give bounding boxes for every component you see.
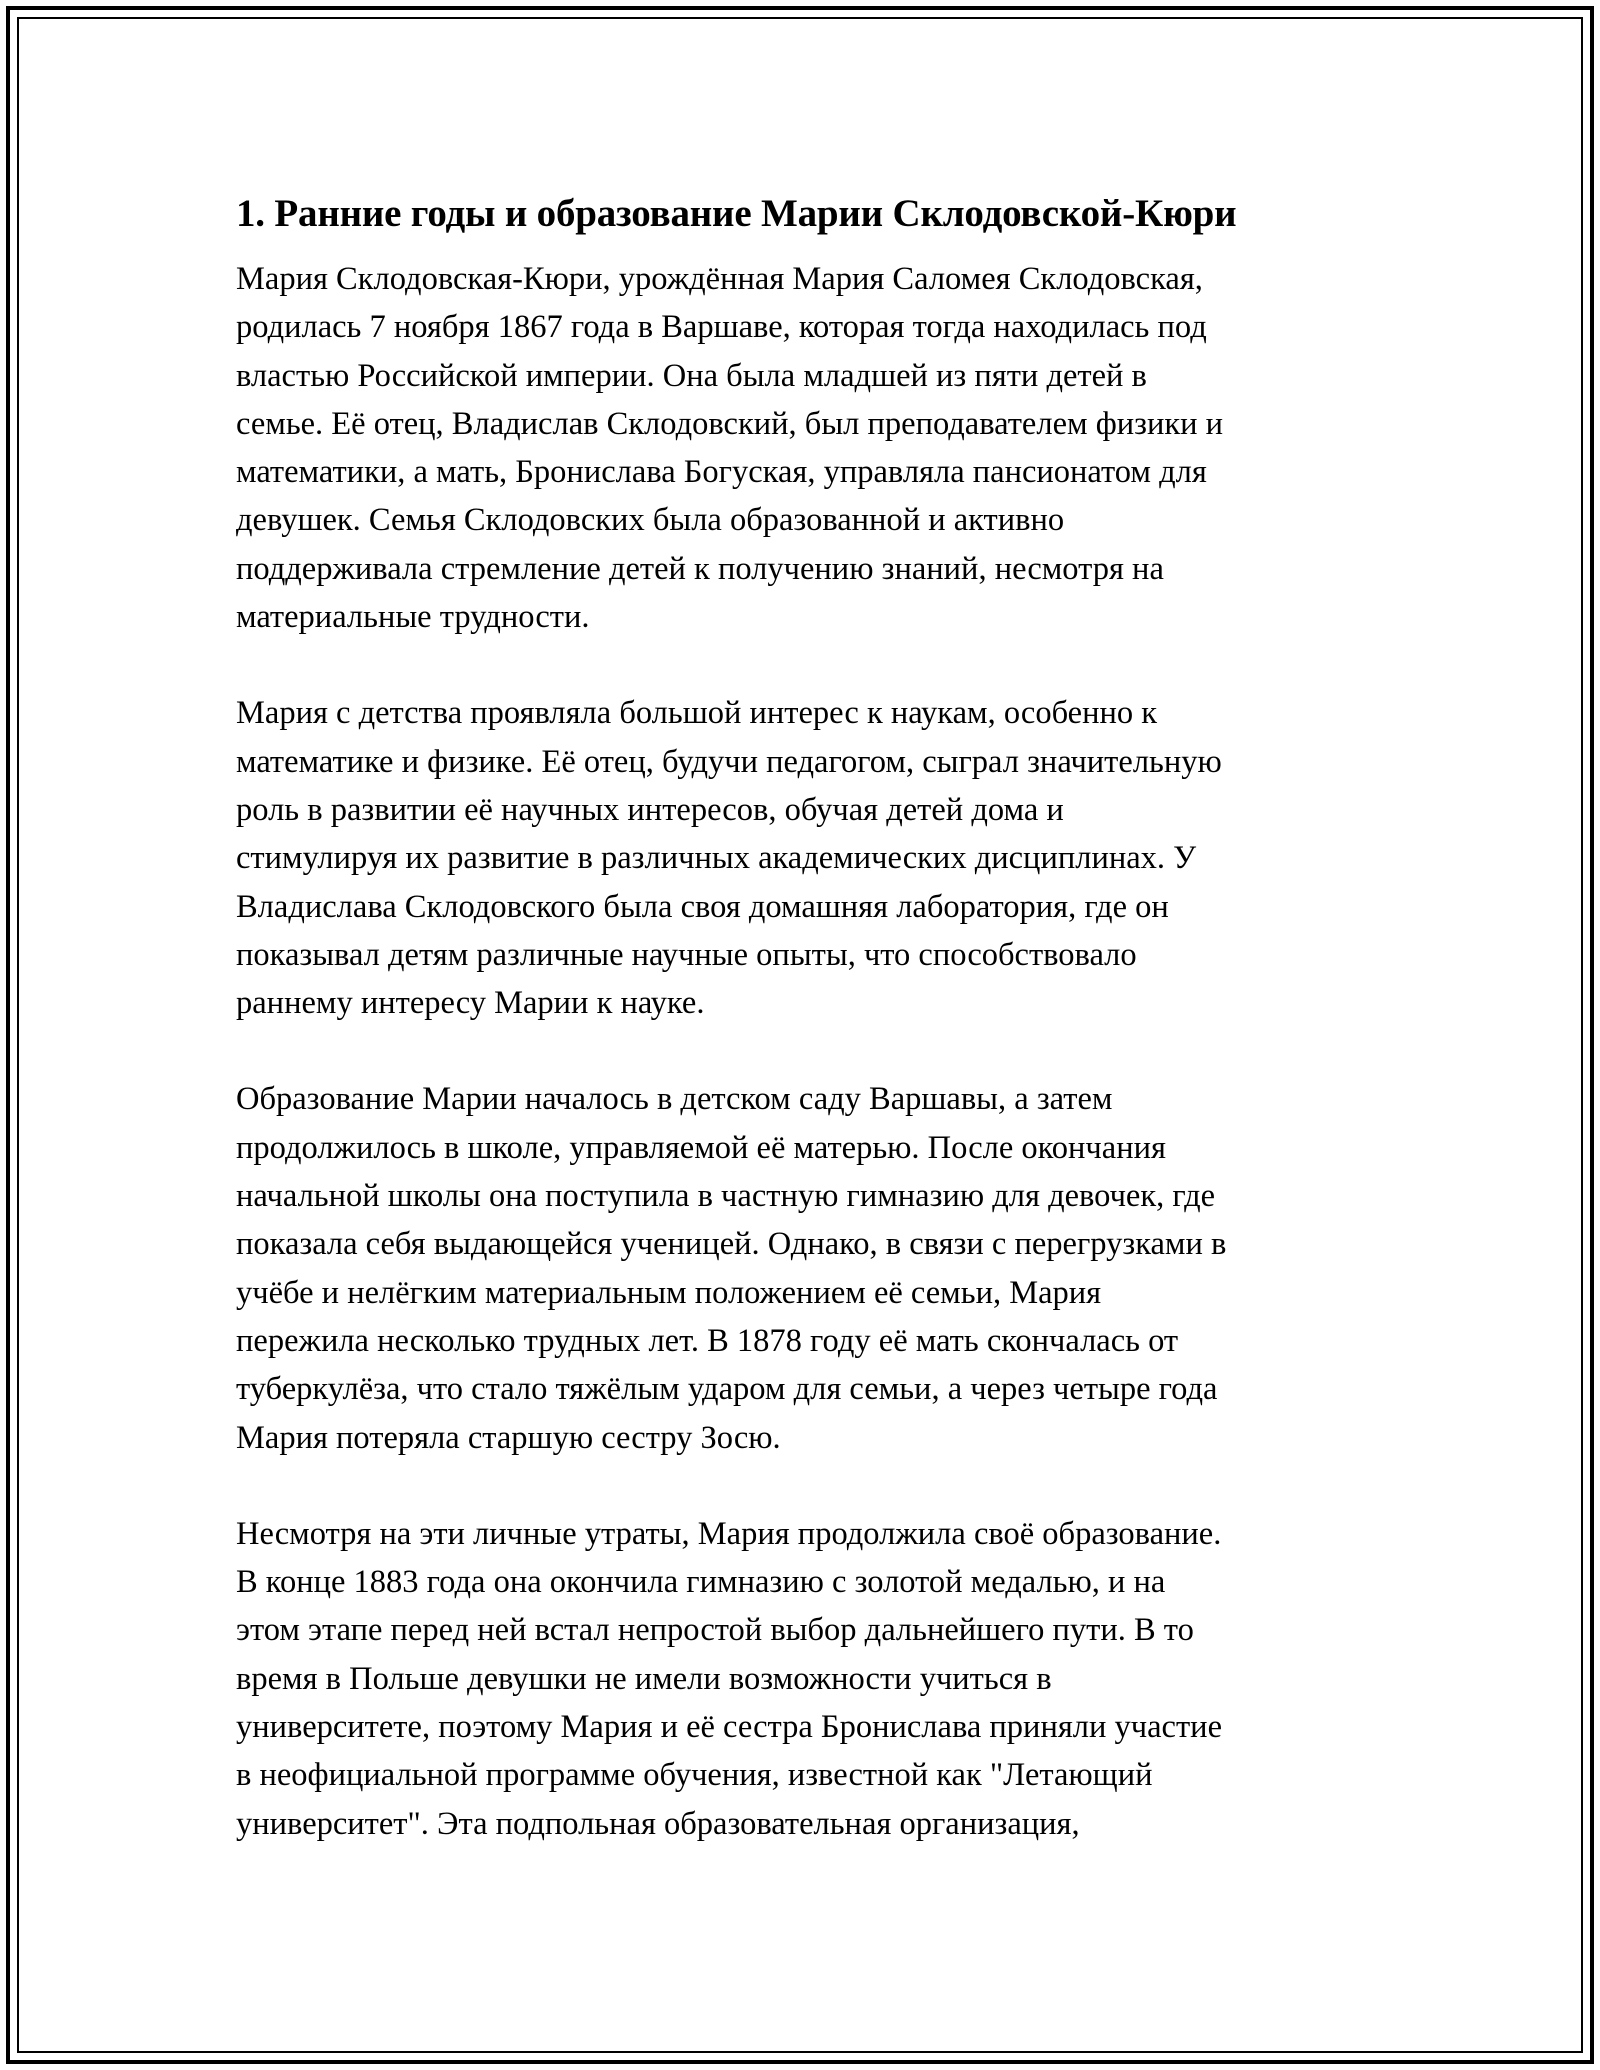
text-line: девушек. Семья Склодовских была образованной и активно xyxy=(236,502,1065,539)
text-line: математике и физике. Её отец, будучи педагогом, сыграл значительную xyxy=(236,743,1222,780)
text-line: семье. Её отец, Владислав Склодовский, был преподавателем физики и xyxy=(236,405,1224,442)
paragraph-2 xyxy=(236,689,1376,1027)
text-line: университет". Эта подпольная образовательная организация, xyxy=(236,1805,1080,1842)
section-title: 1. Ранние годы и образование Марии Склодовской-Кюри xyxy=(236,192,1237,235)
text-line: Мария с детства проявляла большой интерес к наукам, особенно к xyxy=(236,695,1158,732)
text-line: продолжилось в школе, управляемой её матерью. После окончания xyxy=(236,1129,1166,1166)
paragraph-1 xyxy=(236,255,1376,641)
text-line: туберкулёза, что стало тяжёлым ударом для семьи, а через четыре года xyxy=(236,1371,1218,1408)
paragraph-3 xyxy=(236,1075,1376,1461)
text-line: этом этапе перед ней встал непростой выбор дальнейшего пути. В то xyxy=(236,1612,1194,1649)
text-line: материальные трудности. xyxy=(236,599,590,636)
text-line: Образование Марии началось в детском саду Варшавы, а затем xyxy=(236,1081,1113,1118)
document-body xyxy=(236,255,1376,1848)
text-line: роль в развитии её научных интересов, обучая детей дома и xyxy=(236,791,1064,828)
text-line: Несмотря на эти личные утраты, Мария продолжила своё образование. xyxy=(236,1515,1222,1552)
text-line: родилась 7 ноября 1867 года в Варшаве, которая тогда находилась под xyxy=(236,309,1207,346)
text-line: начальной школы она поступила в частную гимназию для девочек, где xyxy=(236,1178,1216,1215)
text-line: пережила несколько трудных лет. В 1878 году её мать скончалась от xyxy=(236,1322,1179,1359)
text-line: стимулируя их развитие в различных академических дисциплинах. У xyxy=(236,840,1197,877)
text-line: властью Российской империи. Она была младшей из пяти детей в xyxy=(236,357,1147,394)
text-line: показывал детям различные научные опыты, что способствовало xyxy=(236,936,1137,973)
paragraph-4 xyxy=(236,1510,1376,1848)
text-line: раннему интересу Марии к науке. xyxy=(236,985,705,1022)
text-line: в неофициальной программе обучения, известной как "Летающий xyxy=(236,1757,1153,1794)
document-content xyxy=(236,188,1376,1896)
text-line: время в Польше девушки не имели возможности учиться в xyxy=(236,1660,1052,1697)
text-line: Мария потеряла старшую сестру Зосю. xyxy=(236,1419,781,1456)
text-line: Мария Склодовская-Кюри, урождённая Мария Саломея Склодовская, xyxy=(236,261,1203,297)
text-line: показала себя выдающейся ученицей. Однако, в связи с перегрузками в xyxy=(236,1226,1227,1263)
text-line: университете, поэтому Мария и её сестра Бронислава приняли участие xyxy=(236,1709,1222,1746)
text-line: поддерживала стремление детей к получению знаний, несмотря на xyxy=(236,550,1164,587)
text-line: Владислава Склодовского была своя домашняя лаборатория, где он xyxy=(236,888,1169,925)
text-line: В конце 1883 года она окончила гимназию с золотой медалью, и на xyxy=(236,1564,1166,1601)
text-line: учёбе и нелёгким материальным положением её семьи, Мария xyxy=(236,1274,1102,1311)
text-line: математики, а мать, Бронислава Богуская, управляла пансионатом для xyxy=(236,454,1207,491)
